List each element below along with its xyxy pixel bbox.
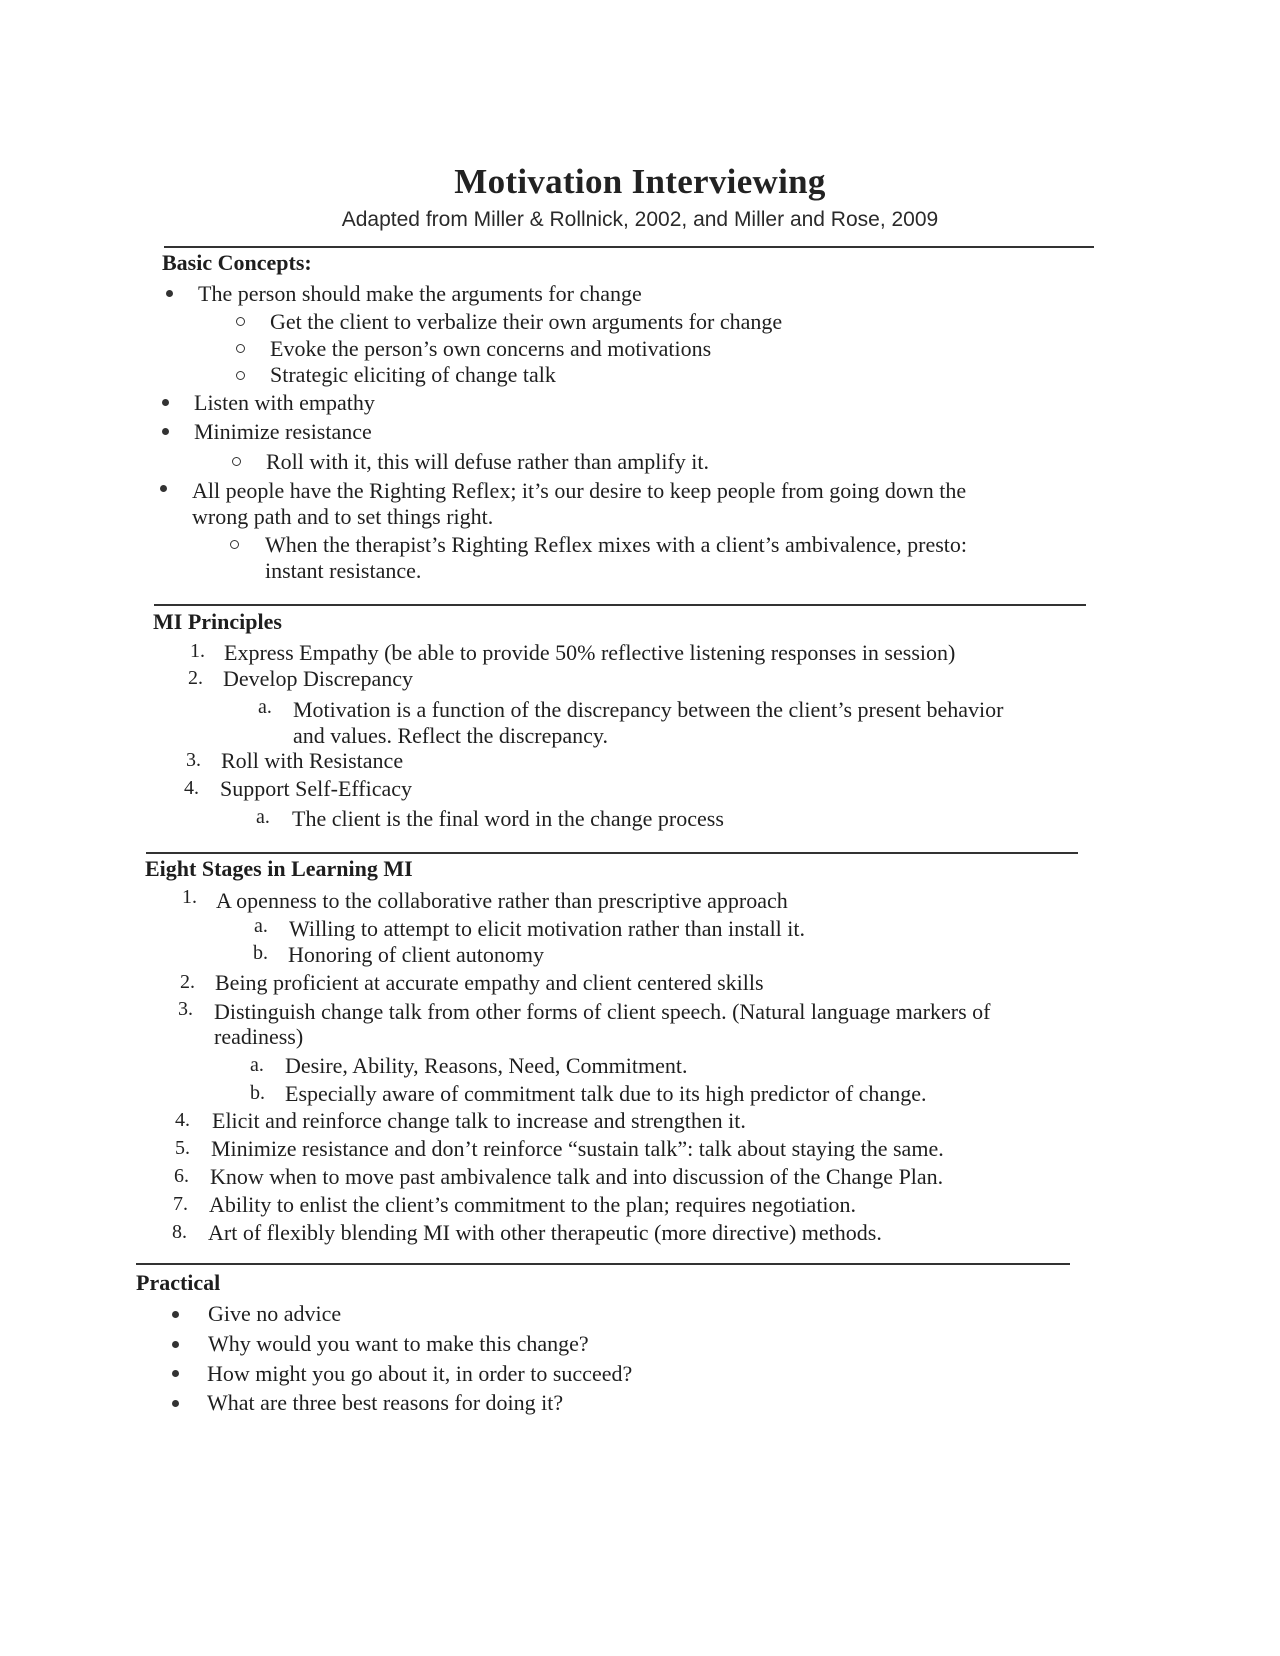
list-number: 3. (178, 998, 193, 1020)
list-item: Especially aware of commitment talk due to its high predictor of change. (285, 1081, 927, 1106)
list-letter: b. (250, 1082, 265, 1104)
sub-bullet-icon (230, 540, 239, 549)
list-item: Why would you want to make this change? (208, 1331, 589, 1356)
list-item: Elicit and reinforce change talk to increase and strengthen it. (212, 1108, 746, 1133)
list-item-continuation: wrong path and to set things right. (192, 504, 494, 529)
list-number: 4. (175, 1109, 190, 1131)
list-item: Distinguish change talk from other forms of client speech. (Natural language markers of (214, 999, 991, 1024)
divider-3 (146, 852, 1078, 854)
list-item: A openness to the collaborative rather than prescriptive approach (216, 888, 788, 913)
list-item: Honoring of client autonomy (288, 942, 545, 967)
list-item: Evoke the person’s own concerns and motivations (270, 336, 712, 361)
list-number: 1. (190, 640, 205, 662)
section-heading-eight-stages: Eight Stages in Learning MI (145, 856, 413, 881)
section-heading-mi-principles: MI Principles (153, 609, 282, 634)
bullet-icon (172, 1341, 179, 1348)
list-item-continuation: instant resistance. (265, 558, 422, 583)
divider-4 (136, 1263, 1070, 1265)
divider-1 (164, 246, 1094, 248)
list-number: 7. (173, 1193, 188, 1215)
list-item-continuation: and values. Reflect the discrepancy. (293, 723, 608, 748)
list-item: Strategic eliciting of change talk (270, 362, 556, 387)
bullet-icon (172, 1370, 179, 1377)
list-item: Roll with Resistance (221, 748, 404, 773)
list-item: Express Empathy (be able to provide 50% reflective listening responses in session) (224, 640, 956, 665)
list-item: Know when to move past ambivalence talk and into discussion of the Change Plan. (210, 1164, 944, 1189)
list-letter: a. (256, 806, 270, 828)
bullet-icon (172, 1400, 179, 1407)
list-item: Being proficient at accurate empathy and client centered skills (215, 970, 764, 995)
sub-bullet-icon (232, 457, 241, 466)
list-item: The client is the final word in the change process (292, 806, 724, 831)
list-item: Art of flexibly blending MI with other therapeutic (more directive) methods. (208, 1220, 882, 1245)
list-number: 6. (174, 1165, 189, 1187)
bullet-icon (172, 1311, 179, 1318)
list-number: 8. (172, 1221, 187, 1243)
sub-bullet-icon (236, 317, 245, 326)
list-item: Desire, Ability, Reasons, Need, Commitment. (285, 1053, 688, 1078)
list-number: 5. (175, 1137, 190, 1159)
list-number: 3. (186, 749, 201, 771)
section-heading-practical: Practical (136, 1270, 221, 1295)
bullet-icon (162, 428, 169, 435)
bullet-icon (160, 485, 167, 492)
list-number: 1. (182, 886, 197, 908)
list-item: All people have the Righting Reflex; it’s our desire to keep people from going down the (192, 478, 967, 503)
list-item: Minimize resistance (194, 419, 372, 444)
list-number: 2. (188, 667, 203, 689)
list-item: What are three best reasons for doing it? (207, 1390, 564, 1415)
page-subtitle: Adapted from Miller & Rollnick, 2002, and Miller and Rose, 2009 (341, 208, 939, 231)
section-heading-basic-concepts: Basic Concepts: (162, 250, 312, 275)
list-item: Minimize resistance and don’t reinforce “sustain talk”: talk about staying the same. (211, 1136, 944, 1161)
list-item: Support Self-Efficacy (220, 776, 413, 801)
list-number: 4. (184, 777, 199, 799)
bullet-icon (166, 290, 173, 297)
list-item: Roll with it, this will defuse rather than amplify it. (266, 449, 709, 474)
sub-bullet-icon (236, 344, 245, 353)
list-item: Get the client to verbalize their own arguments for change (270, 309, 783, 334)
list-letter: b. (253, 942, 268, 964)
list-letter: a. (250, 1054, 264, 1076)
list-number: 2. (180, 971, 195, 993)
list-item: Listen with empathy (194, 390, 375, 415)
list-item: The person should make the arguments for change (198, 281, 642, 306)
list-item: Motivation is a function of the discrepancy between the client’s present behavior (293, 697, 1004, 722)
list-item: Willing to attempt to elicit motivation rather than install it. (289, 916, 806, 941)
bullet-icon (162, 399, 169, 406)
divider-2 (154, 604, 1086, 606)
sub-bullet-icon (236, 371, 245, 380)
page-title: Motivation Interviewing (454, 162, 826, 201)
list-item-continuation: readiness) (214, 1024, 304, 1049)
list-letter: a. (254, 915, 268, 937)
list-letter: a. (258, 696, 272, 718)
list-item: When the therapist’s Righting Reflex mixes with a client’s ambivalence, presto: (265, 532, 967, 557)
list-item: Develop Discrepancy (223, 666, 413, 691)
list-item: How might you go about it, in order to succeed? (207, 1361, 633, 1386)
list-item: Give no advice (208, 1301, 342, 1326)
list-item: Ability to enlist the client’s commitment to the plan; requires negotiation. (209, 1192, 857, 1217)
